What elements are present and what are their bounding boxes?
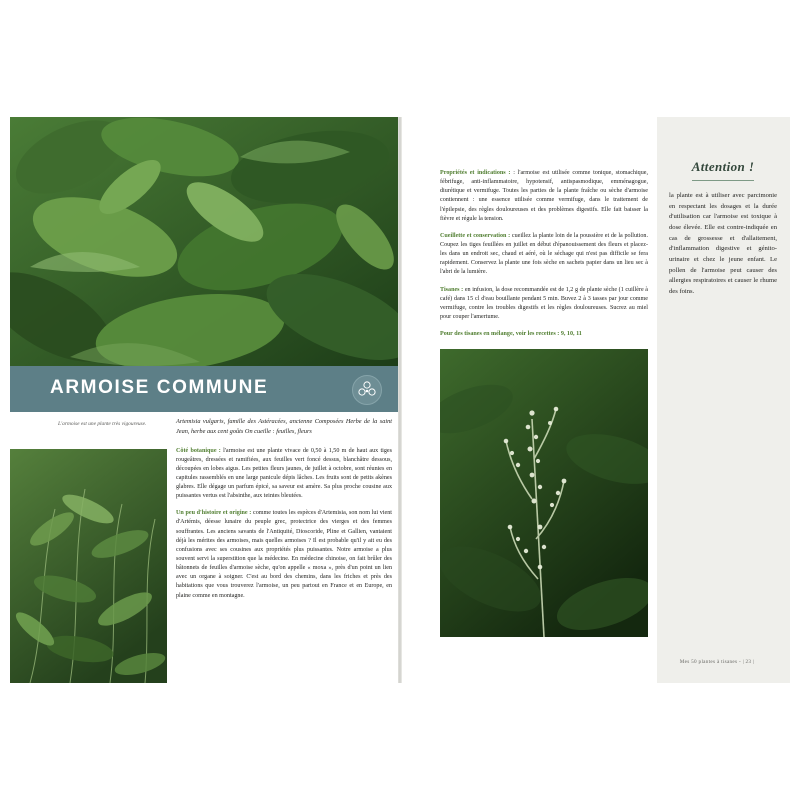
hero-photo-armoise-foliage xyxy=(10,117,400,366)
section-tisanes-text: en infusion, la dose recommandée est de 1,2 g de plante sèche (1 cuillère à café) dans 15 cl d'eau bouillante pendant 5 min. Buvez 2 à 3 tasses par jour comme vermifuge, contre les troubles digestifs et les règles douloureuses. Sucrez au miel pour couper l'amertume. xyxy=(440,286,648,320)
flower-stem-illustration xyxy=(440,349,648,637)
section-cueillette-lead: Cueillette et conservation : xyxy=(440,232,511,239)
section-tisanes xyxy=(440,286,648,323)
right-page xyxy=(402,117,790,683)
attention-sidebar-inner xyxy=(669,159,777,298)
section-botanique-lead: Côté botanique : xyxy=(176,447,221,454)
section-histoire-lead: Un peu d'histoire et origine : xyxy=(176,510,252,517)
book-spread xyxy=(10,117,790,683)
page-folio: Mes 50 plantes à tisanes - | 23 | xyxy=(679,659,755,665)
section-botanique xyxy=(176,447,392,502)
attention-text: la plante est à utiliser avec parcimonie en respectant les dosages et la durée d'utilisation car l'armoise est toxique à dose élevée. Elle est contre-indiquée en cas de grossesse et d'allaitement, d'inflammation digestive et génito-urinaire et chez le jeune enfant. Le pollen de l'armoise peut causer des allergies respiratoires et causer le rhume des foins. xyxy=(669,192,777,296)
page-title: ARMOISE COMMUNE xyxy=(50,377,269,398)
left-text-column xyxy=(176,417,392,609)
left-page xyxy=(10,117,400,683)
recipe-reference: Pour des tisanes en mélange, voir les recettes : 9, 10, 11 xyxy=(440,331,582,338)
photo-armoise-plant xyxy=(10,449,167,683)
caption-left-photo: L'armoise est une plante très vigoureuse. xyxy=(58,421,147,427)
flower-icon xyxy=(352,375,382,405)
plant-illustration xyxy=(10,449,167,683)
attention-divider xyxy=(692,180,754,181)
attention-sidebar xyxy=(657,117,790,683)
section-botanique-text: l'armoise est une plante vivace de 0,50 à 1,50 m de haut aux tiges rougeâtres, dressées et ramifiées, aux feuilles vert foncé dessus, blanchâtre dessous, découpées en lobes aigus. Les petites fleurs jaunes, de juillet à octobre, sont réunies en capitules rassemblés en une large panicule dépis lâches. Les fruits sont de petits akènes glabres. Elle dégage un parfum épicé, sa saveur est amère. Sa plus proche cousine aux puissantes vertus est l'absinthe, aux teintes bleutées. xyxy=(176,447,392,500)
foliage-illustration xyxy=(10,117,400,366)
section-cueillette-text: cueillez la plante loin de la poussière et de la pollution. Coupez les tiges feuillées en juillet en début d'épanouissement des fleurs et placez-les dans un endroit sec, chaud et aéré, où le séchage qui n'est pas difficile se fera rapidement. Conservez la plante une fois sèche en sachets papier dans un lieu sec à l'abri de la lumière. xyxy=(440,232,648,276)
section-histoire-text: comme toutes les espèces d'Artemisia, son nom lui vient d'Artémis, déesse lunaire du peuple grec, protectrice des vierges et des femmes souffrantes. Les anciens savants de l'Antiquité, Dioscoride, Pline et Gallien, vantaient déjà les mérites des armoises, mais quelles armoises ? Il est probable qu'il y ait eu des confusions avec ses cousines aux propriétés plus puissantes. Notre armoise a plus souvent servi la superstition que la médecine. En médecine chinoise, on fait brûler des bâtonnets de feuilles d'armoise sèche, qu'on appelle « moxa », près d'un point un lien avec un organe à soigner. C'est au bord des chemins, dans les friches et près des habitations que vous trouverez l'armoise, un peu partout en France et en Europe, en plaine comme en montagne. xyxy=(176,510,392,599)
chapter-title-band xyxy=(10,366,400,412)
species-intro: Artemisia vulgaris, famille des Astéracées, ancienne Composées Herbe de la saint Jean, herbe aux cent goûts On cueille : feuilles, fleurs xyxy=(176,418,392,435)
section-proprietes-lead: Propriétés et indications : xyxy=(440,170,511,176)
section-tisanes-lead: Tisanes : xyxy=(440,286,464,293)
attention-title: Attention ! xyxy=(691,159,755,174)
section-cueillette xyxy=(440,232,648,278)
photo-armoise-flowers xyxy=(440,349,648,637)
right-text-column xyxy=(440,169,648,347)
section-proprietes-text: : l'armoise est utilisée comme tonique, stomachique, fébrifuge, anti-inflammatoire, hypotensif, antispasmodique, emménagogue, diurétique et vermifuge. Toutes les parties de la plante fraîche ou sèche d'armoise contiennent : une essence utilisée comme vermifuge, dans le traitement de l'épilepsie, des règles douloureuses et des problèmes digestifs. Elle fait baisser la fièvre et régule la tension. xyxy=(440,170,648,222)
section-proprietes xyxy=(440,169,648,224)
section-histoire xyxy=(176,509,392,600)
